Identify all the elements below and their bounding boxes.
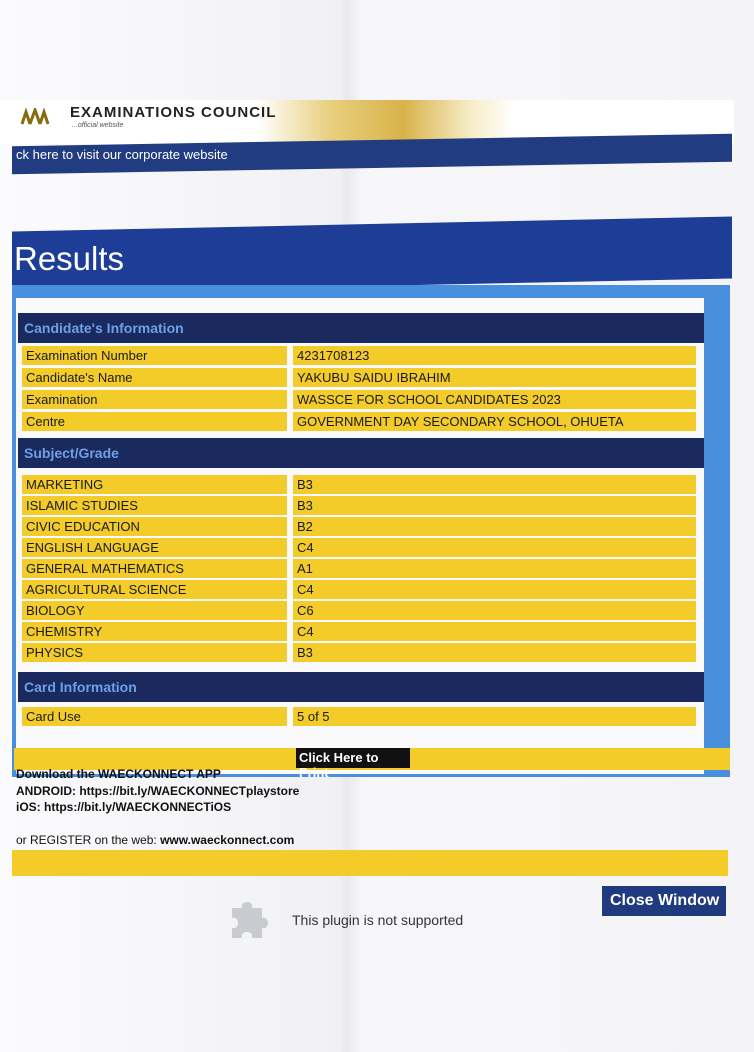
candidate-field-row <box>22 368 696 387</box>
subject-name: ENGLISH LANGUAGE <box>26 540 159 555</box>
subject-name: BIOLOGY <box>26 603 85 618</box>
field-value-cell <box>293 412 696 431</box>
subject-name: CHEMISTRY <box>26 624 103 639</box>
field-label-cell <box>22 346 287 365</box>
field-value-cell <box>293 368 696 387</box>
register-text <box>16 833 294 847</box>
subject-cell <box>22 538 287 557</box>
plugin-unsupported-message: This plugin is not supported <box>292 912 464 928</box>
android-app-link[interactable]: ANDROID: https://bit.ly/WAECKONNECTplaystore <box>16 784 300 798</box>
grade-value: C6 <box>297 603 314 618</box>
council-logo-icon <box>20 108 50 126</box>
close-window-label: Close Window <box>610 892 720 909</box>
page-title: Results <box>14 240 125 277</box>
card-use-label: Card Use <box>26 709 81 724</box>
grade-row <box>22 601 696 620</box>
grade-row <box>22 538 696 557</box>
candidate-info-header <box>18 313 704 343</box>
grade-row <box>22 559 696 578</box>
print-button[interactable] <box>296 748 410 780</box>
subject-cell <box>22 622 287 641</box>
card-use-value-cell <box>293 707 696 726</box>
site-tagline: ...official website <box>72 122 124 129</box>
field-label: Examination <box>26 392 98 407</box>
corporate-website-link[interactable]: ck here to visit our corporate website <box>16 147 228 162</box>
card-info-header <box>18 672 704 702</box>
subject-cell <box>22 475 287 494</box>
card-info-title: Card Information <box>24 679 137 695</box>
grade-value: C4 <box>297 624 314 639</box>
subject-name: GENERAL MATHEMATICS <box>26 561 184 576</box>
subject-grade-header <box>18 438 704 468</box>
subject-name: AGRICULTURAL SCIENCE <box>26 582 187 597</box>
register-web-link[interactable]: www.waeckonnect.com <box>160 833 295 847</box>
close-window-button[interactable] <box>602 886 726 916</box>
ios-app-link[interactable]: iOS: https://bit.ly/WAECKONNECTiOS <box>16 800 232 814</box>
grade-row <box>22 496 696 515</box>
field-value: GOVERNMENT DAY SECONDARY SCHOOL, OHUETA <box>297 414 624 429</box>
candidate-field-row <box>22 346 696 365</box>
subject-name: PHYSICS <box>26 645 84 660</box>
subject-name: MARKETING <box>26 477 104 492</box>
grade-cell <box>293 517 696 536</box>
grade-value: B2 <box>297 519 313 534</box>
field-label-cell <box>22 390 287 409</box>
grade-value: B3 <box>297 645 313 660</box>
grade-cell <box>293 559 696 578</box>
print-button-label: Click Here to Print <box>299 750 379 780</box>
grade-value: C4 <box>297 582 314 597</box>
grade-value: C4 <box>297 540 314 555</box>
grade-cell <box>293 643 696 662</box>
card-use-value: 5 of 5 <box>297 709 330 724</box>
grade-cell <box>293 475 696 494</box>
field-value-cell <box>293 346 696 365</box>
grade-row <box>22 580 696 599</box>
grade-cell <box>293 538 696 557</box>
subject-cell <box>22 643 287 662</box>
subject-cell <box>22 559 287 578</box>
field-value: 4231708123 <box>297 348 370 363</box>
council-name: EXAMINATIONS COUNCIL <box>70 104 277 121</box>
grade-value: A1 <box>297 561 313 576</box>
field-value: YAKUBU SAIDU IBRAHIM <box>297 370 451 385</box>
field-label: Candidate's Name <box>26 370 133 385</box>
subject-grade-title: Subject/Grade <box>24 445 119 461</box>
card-use-row <box>22 707 696 726</box>
grade-cell <box>293 622 696 641</box>
grade-row <box>22 643 696 662</box>
card-use-label-cell <box>22 707 287 726</box>
grade-value: B3 <box>297 477 313 492</box>
subject-name: CIVIC EDUCATION <box>26 519 140 534</box>
grade-value: B3 <box>297 498 313 513</box>
subject-cell <box>22 517 287 536</box>
footer-bar <box>12 850 728 876</box>
grade-cell <box>293 496 696 515</box>
field-value-cell <box>293 390 696 409</box>
subject-cell <box>22 580 287 599</box>
subject-cell <box>22 601 287 620</box>
grade-cell <box>293 580 696 599</box>
field-label-cell <box>22 368 287 387</box>
candidate-info-title: Candidate's Information <box>24 320 184 336</box>
download-app-heading: Download the WAECKONNECT APP <box>16 767 221 781</box>
subject-cell <box>22 496 287 515</box>
candidate-field-row <box>22 390 696 409</box>
field-label-cell <box>22 412 287 431</box>
grade-cell <box>293 601 696 620</box>
candidate-field-row <box>22 412 696 431</box>
grade-row <box>22 475 696 494</box>
field-label: Centre <box>26 414 66 429</box>
subject-name: ISLAMIC STUDIES <box>26 498 138 513</box>
register-prefix: or REGISTER on the web: <box>16 833 161 847</box>
grade-row <box>22 622 696 641</box>
grade-row <box>22 517 696 536</box>
puzzle-piece-icon <box>226 894 270 942</box>
field-value: WASSCE FOR SCHOOL CANDIDATES 2023 <box>297 392 561 407</box>
field-label: Examination Number <box>26 348 148 363</box>
